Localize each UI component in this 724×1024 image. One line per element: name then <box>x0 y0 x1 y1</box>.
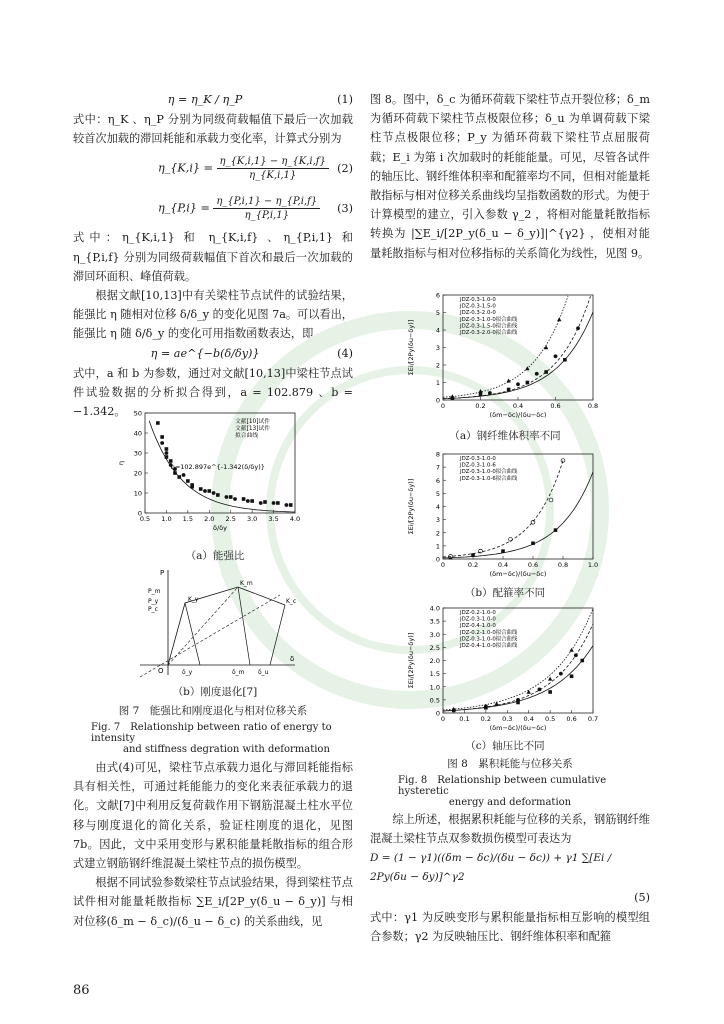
label-kc: K_c <box>286 598 297 605</box>
x-tick-label: 0.7 <box>587 715 599 723</box>
paragraph: 图 8。图中，δ_c 为循环荷载下梁柱节点开裂位移；δ_m 为循环荷载下梁柱节点极限位移；δ_u 为单调荷载下梁柱节点极限位移；P_y 为循环荷载下梁柱节点屈服荷载；E_i 为第 i 次加载时的耗能能量。可见，尽管各试件的轴压比、钢纤维体积率和配箍率均不同，但相对能量耗散指标与相对位移关系曲线均呈指数函数的形式。为便于计算模型的建立，引入参数 γ_2 ，将相对能量耗散指标转换为 |∑E_i/[2P_y(δ_u − δ_y)]|^{γ2} ，使相对能量耗散指标与相对位移指标的关系简化为线性，见图 9。 <box>370 93 650 260</box>
x-tick-label: 0.2 <box>467 561 479 569</box>
label-ky: K_y <box>188 596 199 603</box>
y-tick-label: 5 <box>435 309 440 317</box>
figure-8a-caption: （a）钢纤维体积率不同 <box>449 430 561 442</box>
left-column-lower <box>73 758 353 931</box>
fit-equation-label: η=102.897e^{-1.342(δ/δy)} <box>170 463 265 471</box>
legend-item: JDZ-0.3-1.0-0拟合曲线 <box>460 469 518 476</box>
equation-4 <box>73 344 353 364</box>
y-tick-label: 4 <box>435 326 440 335</box>
y-tick-label: 4 <box>435 503 440 511</box>
data-point <box>548 677 552 681</box>
left-column <box>73 90 353 421</box>
y-tick-label: 8 <box>435 450 440 459</box>
data-point <box>576 326 580 330</box>
data-point <box>165 447 169 451</box>
data-point <box>548 690 552 694</box>
legend-item: 文献[13]试件 <box>235 426 271 432</box>
data-point <box>272 501 276 505</box>
fit-curve <box>443 646 593 711</box>
data-point <box>250 499 254 503</box>
label-km: K_m <box>240 580 253 587</box>
paragraph: 式中：η_{K,i,1} 和 η_{K,i,f} 、η_{P,i,1} 和 η_{P,i,f} 分别为同级荷载幅值下首次和最后一次加载的滞回环面积、峰值荷载。 <box>73 231 353 283</box>
label-pm: P_m <box>148 588 161 595</box>
y-tick-label: 5 <box>435 489 440 498</box>
data-point <box>259 501 263 505</box>
equation-5 <box>370 848 650 888</box>
x-tick-label: 0 <box>440 561 446 569</box>
paragraph: 根据不同试验参数梁柱节点试验结果，得到梁柱节点试件相对能量耗散指标 ∑E_i/[2P_y(δ_u − δ_y)] 与相对位移(δ_m − δ_c)/(δ_u − δ_c) 的关系曲线，见 <box>73 876 353 928</box>
legend-item: JDZ-0.3-1.0-0 <box>460 616 496 623</box>
y-axis-label: η <box>117 460 125 466</box>
data-point <box>186 479 190 483</box>
equation-1 <box>73 90 353 110</box>
p-axis-label: P <box>160 569 165 577</box>
data-point <box>160 435 164 439</box>
y-tick-label: 7 <box>435 463 440 472</box>
y-axis-label: ΣEi/[2Py(δu−δy)] <box>407 478 415 535</box>
label-pc: P_c <box>148 606 158 613</box>
equation-3 <box>73 188 353 228</box>
figure-8b-caption: （b）配箍率不同 <box>464 587 546 599</box>
delta-axis-label: δ <box>290 655 295 663</box>
y-tick-label: 2 <box>435 529 440 538</box>
data-point <box>263 500 267 504</box>
label-py: P_y <box>148 598 159 605</box>
data-point <box>516 382 520 386</box>
paragraph: 由式(4)可见，梁柱节点承载力退化与滞回耗能指标具有相关性，可通过耗能能力的变化来表征承载力的退化。文献[7]中利用反复荷载作用下钢筋混凝土柱水平位移与刚度退化的简化关系，验证柱刚度的退化，见图 7b。因此，文中采用变形与累积能量耗散指标的组合形式建立钢筋钢纤维混凝土梁柱节点的损伤模型。 <box>73 761 353 871</box>
figure-8-caption-en-2: energy and deformation <box>448 797 572 808</box>
figure-8-caption-block <box>370 756 650 808</box>
data-point <box>285 503 289 507</box>
equation-3-number: (3) <box>337 201 353 215</box>
figure-7-caption-cn: 图 7 能强比和刚度退化与相对位移关系 <box>118 705 308 717</box>
equation-2-number: (2) <box>337 161 353 175</box>
page-number: 86 <box>73 983 90 998</box>
x-tick-label: 3.0 <box>246 515 258 523</box>
data-point <box>212 491 216 495</box>
paragraph: 式中，a 和 b 为参数，通过对文献[10,13]中梁柱节点试件试验数据的分析拟合得到，a = 102.879 、b = −1.342。 <box>73 366 353 419</box>
equation-4-body: η = ae^{−b(δ/δy)} <box>150 347 260 361</box>
y-tick-label: 6 <box>435 476 440 485</box>
y-tick-label: 3.5 <box>429 617 440 626</box>
x-tick-label: 0.4 <box>512 402 524 410</box>
data-point <box>160 441 164 445</box>
equation-5-body: D = (1 − γ1)((δm − δc)/(δu − δc)) + γ1 ∑[Ei / 2Py(δu − δy)]^γ2 <box>370 852 612 884</box>
x-tick-label: 0.2 <box>475 402 486 410</box>
x-axis-label: (δm−δc)/(δu−δc) <box>489 724 547 732</box>
y-tick-label: 1.5 <box>429 670 440 679</box>
x-tick-label: 0.8 <box>587 402 599 410</box>
y-axis-label: ΣEi/[2Py(δu−δy)] <box>407 632 415 689</box>
y-tick-label: 10 <box>133 489 142 498</box>
figure-7-caption-en-1: Fig. 7 Relationship between ratio of energy to intensity <box>91 722 332 744</box>
x-tick-label: 0.4 <box>497 561 509 569</box>
data-point <box>246 499 250 503</box>
legend-item: JDZ-0.3-1.5-0拟合曲线 <box>460 323 518 330</box>
x-tick-label: 0.3 <box>502 715 513 723</box>
figure-8a <box>405 287 605 427</box>
legend-item: JDZ-0.2-1.0-0拟合曲线 <box>460 629 518 636</box>
equation-2-numerator: η_{K,i,1} − η_{K,i,f} <box>217 155 329 169</box>
x-tick-label: 0.6 <box>566 715 577 723</box>
y-tick-label: 0 <box>137 509 142 518</box>
y-tick-label: 20 <box>133 469 142 478</box>
legend-item: JDZ-0.3-1.0-0拟合曲线 <box>460 636 518 643</box>
y-tick-label: 30 <box>133 449 142 458</box>
figure-8a-chart <box>405 287 605 427</box>
legend-item: 拟合曲线 <box>235 433 259 439</box>
legend-item: JDZ-0.4-1.0-0 <box>460 623 496 630</box>
legend-item: JDZ-0.3-2.0-0拟合曲线 <box>460 330 518 336</box>
label-du: δ_u <box>258 669 269 676</box>
legend-item: 文献[10]试件 <box>235 419 271 425</box>
data-point <box>207 489 211 493</box>
data-point <box>216 493 220 497</box>
data-point <box>289 503 293 507</box>
y-tick-label: 6 <box>435 291 440 300</box>
equation-4-number: (4) <box>337 347 353 361</box>
x-tick-label: 0 <box>440 715 446 723</box>
origin-label: O <box>158 667 164 675</box>
figure-8c-caption: （c）轴压比不同 <box>465 740 545 752</box>
x-tick-label: 0.6 <box>550 402 561 410</box>
legend-item: JDZ-0.3-1.0-0拟合曲线 <box>460 316 518 323</box>
data-point <box>199 487 203 491</box>
label-dy: δ_y <box>182 669 193 676</box>
paragraph: 式中：γ1 为反映变形与累积能量指标相互影响的模型组合参数；γ2 为反映轴压比、钢纤维体积率和配箍 <box>370 910 650 943</box>
y-tick-label: 3 <box>435 344 440 352</box>
y-tick-label: 1 <box>435 542 440 551</box>
equation-2-lhs: η_{K,i} = <box>158 161 213 175</box>
figure-7b-caption: （b）刚度退化[7] <box>172 686 258 698</box>
legend-item: JDZ-0.3-2.0-0 <box>460 310 496 317</box>
data-point <box>276 501 280 505</box>
data-point <box>554 354 558 358</box>
right-column-lower <box>370 810 650 946</box>
paragraph: 综上所述，根据累积耗能与位移的关系，钢筋钢纤维混凝土梁柱节点双参数损伤模型可表达为 <box>370 813 650 846</box>
paragraph: 式中：η_K 、η_P 分别为同级荷载幅值下最后一次加载较首次加载的滞回耗能和承载力变化率，计算式分别为 <box>73 113 353 146</box>
y-tick-label: 2.0 <box>429 657 440 665</box>
figure-7b-diagram <box>130 565 300 683</box>
legend-item: JDZ-0.3-1.0-0 <box>460 297 496 303</box>
equation-3-denominator: η_{P,i,1} <box>244 209 289 221</box>
x-tick-label: 2.0 <box>204 515 215 523</box>
y-tick-label: 3 <box>435 516 440 525</box>
x-tick-label: 0.2 <box>480 715 492 723</box>
data-point <box>549 498 553 502</box>
fit-curve <box>443 472 593 558</box>
paragraph: 根据文献[10,13]中有关梁柱节点试件的试验结果，能强比 η 随相对位移 δ/δ_y 的变化见图 7a。可以看出，能强比 η 随 δ/δ_y 的变化可用指数函数表达，即 <box>73 289 353 341</box>
y-tick-label: 1 <box>435 379 440 387</box>
figure-8b <box>405 446 605 586</box>
figure-8-caption-cn: 图 8 累积耗能与位移关系 <box>447 758 573 770</box>
legend-item: JDZ-0.3-1.0-0 <box>460 456 496 462</box>
y-tick-label: 40 <box>133 429 142 438</box>
x-tick-label: 0.1 <box>459 715 470 723</box>
y-tick-label: 1.0 <box>429 683 440 692</box>
label-dm: δ_m <box>232 669 245 676</box>
legend-item: JDZ-0.3-1.5-0 <box>460 303 496 310</box>
equation-2 <box>73 148 353 188</box>
x-tick-label: 4.0 <box>289 515 301 523</box>
legend-item: JDZ-0.2-1.0-0 <box>460 610 496 616</box>
equation-3-lhs: η_{P,i} = <box>158 201 210 215</box>
data-point <box>182 473 186 477</box>
y-tick-label: 0.5 <box>429 696 440 705</box>
data-point <box>570 674 574 678</box>
y-tick-label: 3.0 <box>429 630 440 639</box>
data-point <box>156 421 160 425</box>
y-tick-label: 0 <box>435 555 440 564</box>
y-tick-label: 0 <box>435 709 440 718</box>
x-tick-label: 3.5 <box>268 515 279 523</box>
y-tick-label: 50 <box>133 409 142 418</box>
data-point <box>225 495 229 499</box>
data-point <box>535 372 539 376</box>
x-tick-label: 0.5 <box>139 515 151 523</box>
x-tick-label: 2.5 <box>225 515 236 523</box>
figure-7-caption-en-2: and stiffness degration with deformation <box>123 744 330 755</box>
x-tick-label: 0.8 <box>557 561 569 569</box>
x-axis-label: δ/δy <box>213 524 227 532</box>
legend-item: JDZ-0.4-1.0-0拟合曲线 <box>460 643 518 649</box>
x-axis-label: (δm−δc)/(δu−δc) <box>489 411 547 419</box>
x-tick-label: 0.5 <box>544 715 556 723</box>
figure-7-caption-block <box>73 703 353 755</box>
y-tick-label: 0 <box>435 396 440 405</box>
figure-7a-caption: （a）能强比 <box>185 550 245 562</box>
equation-1-number: (1) <box>337 93 353 107</box>
figure-8-caption-en-1: Fig. 8 Relationship between cumulative hysteretic <box>398 775 607 797</box>
figure-7b <box>130 565 300 683</box>
equation-1-body: η = η_K / η_P <box>167 93 243 107</box>
x-tick-label: 1.0 <box>587 561 599 569</box>
equation-5-number: (5) <box>634 891 650 905</box>
data-point <box>561 459 565 463</box>
x-tick-label: 1.0 <box>161 515 172 523</box>
legend-item: JDZ-0.3-1.0-6 <box>460 462 496 469</box>
data-point <box>233 497 237 501</box>
right-column <box>370 90 650 263</box>
equation-3-numerator: η_{P,i,1} − η_{P,i,f} <box>213 195 320 209</box>
figure-8b-chart <box>405 446 605 586</box>
x-axis-label: (δm−δc)/(δu−δc) <box>489 570 547 578</box>
y-tick-label: 4.0 <box>429 604 440 613</box>
y-tick-label: 2 <box>435 361 440 370</box>
y-axis-label: ΣEi/[2Py(δu−δy)] <box>407 319 415 376</box>
legend-item: JDZ-0.3-1.0-6拟合曲线 <box>460 475 518 482</box>
data-point <box>165 451 169 455</box>
x-tick-label: 0.4 <box>523 715 534 723</box>
data-point <box>229 495 233 499</box>
x-tick-label: 0.6 <box>527 561 539 569</box>
figure-8c <box>405 600 605 738</box>
x-tick-label: 0 <box>440 402 446 410</box>
x-tick-label: 1.5 <box>182 515 194 523</box>
data-point <box>527 690 531 694</box>
data-point <box>203 489 207 493</box>
equation-2-denominator: η_{K,i,1} <box>249 169 297 181</box>
data-point <box>242 497 246 501</box>
figure-8c-chart <box>405 600 605 738</box>
y-tick-label: 2.5 <box>429 643 440 652</box>
